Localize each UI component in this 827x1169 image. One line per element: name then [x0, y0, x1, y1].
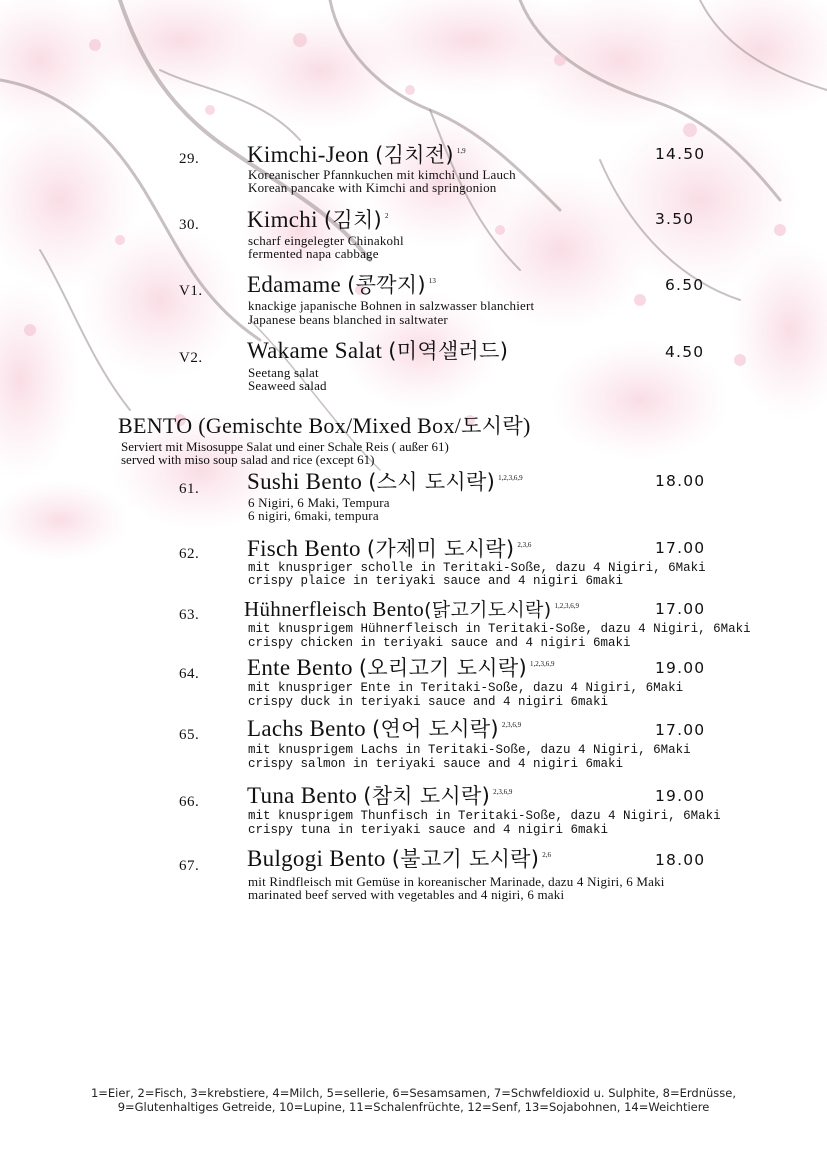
item-price: 17.00: [655, 721, 706, 739]
item-title: [247, 652, 554, 682]
item-allergens: 2,3,6,9: [501, 721, 522, 730]
section-title-rest: (Gemischte Box/Mixed Box/: [198, 413, 462, 438]
item-korean-name: (연어 도시락): [371, 717, 499, 741]
item-description-de: mit knusprigem Hühnerfleisch in Teritaki-Soße, dazu 4 Nigiri, 6Maki: [248, 622, 751, 636]
item-name: Kimchi: [247, 207, 318, 232]
allergen-legend-line-1: 1=Eier, 2=Fisch, 3=krebstiere, 4=Milch, 5=sellerie, 6=Sesamsamen, 7=Schwfeldioxid u. Sulphite, 8=Erdnüsse,: [90, 1086, 737, 1100]
item-name: Bulgogi Bento: [247, 846, 386, 871]
allergen-legend-line-2: 9=Glutenhaltiges Getreide, 10=Lupine, 11=Schalenfrüchte, 12=Senf, 13=Sojabohnen, 14=Weichtiere: [117, 1100, 710, 1114]
item-description-de: mit knuspriger scholle in Teritaki-Soße, dazu 4 Nigiri, 6Maki: [248, 561, 706, 575]
item-description-de: knackige japanische Bohnen in salzwasser blanchiert: [248, 298, 535, 313]
item-name: Fisch Bento: [247, 536, 361, 561]
allergen-legend: [0, 1086, 827, 1114]
item-description-en: crispy chicken in teriyaki sauce and 4 nigiri 6maki: [248, 636, 631, 650]
item-korean-name: (닭고기도시락): [424, 599, 552, 621]
item-price: 6.50: [665, 276, 705, 294]
item-allergens: 2: [385, 212, 389, 221]
item-title: [247, 713, 521, 743]
section-title-main: BENTO: [118, 413, 193, 438]
item-description-de: mit knusprigem Lachs in Teritaki-Soße, dazu 4 Nigiri, 6Maki: [248, 743, 691, 757]
item-description-de: Koreanischer Pfannkuchen mit kimchi und Lauch: [248, 167, 516, 182]
item-price: 19.00: [655, 787, 706, 805]
item-price: 14.50: [655, 145, 706, 163]
item-description-en: Korean pancake with Kimchi and springonion: [248, 180, 497, 195]
item-name: Lachs Bento: [247, 716, 366, 741]
item-korean-name: (가제미 도시락): [366, 537, 515, 561]
item-description-en: fermented napa cabbage: [248, 246, 379, 261]
item-name: Kimchi-Jeon: [247, 142, 370, 167]
item-description-en: Seaweed salad: [248, 378, 327, 393]
item-description-de: 6 Nigiri, 6 Maki, Tempura: [248, 495, 390, 510]
item-korean-name: (미역샐러드): [388, 339, 509, 363]
section-title-close: ): [522, 413, 531, 438]
item-title: [244, 595, 579, 622]
item-title: [247, 466, 523, 496]
item-name: Tuna Bento: [247, 783, 358, 808]
item-number: 66.: [179, 794, 200, 810]
item-description-en: crispy salmon in teriyaki sauce and 4 nigiri 6maki: [248, 757, 624, 771]
item-number: 65.: [179, 727, 200, 743]
item-price: 17.00: [655, 600, 706, 618]
item-korean-name: (김치전): [375, 143, 454, 167]
item-description-en: crispy tuna in teriyaki sauce and 4 nigiri 6maki: [248, 823, 609, 837]
item-title: [247, 335, 508, 365]
item-number: 30.: [179, 217, 200, 233]
item-description-en: crispy duck in teriyaki sauce and 4 nigiri 6maki: [248, 695, 609, 709]
item-korean-name: (김치): [323, 208, 383, 232]
item-allergens: 13: [428, 277, 436, 286]
item-title: [247, 204, 389, 234]
item-name: Sushi Bento: [247, 469, 363, 494]
item-korean-name: (오리고기 도시락): [358, 656, 527, 680]
bento-section-header: [118, 410, 531, 466]
item-number: V1.: [179, 283, 203, 299]
item-name: Wakame Salat: [247, 338, 383, 363]
item-price: 4.50: [665, 343, 705, 361]
item-description-de: Seetang salat: [248, 365, 319, 380]
item-price: 18.00: [655, 472, 706, 490]
item-price: 18.00: [655, 851, 706, 869]
item-number: 63.: [179, 607, 200, 623]
item-description-en: 6 nigiri, 6maki, tempura: [248, 508, 379, 523]
item-description-de: scharf eingelegter Chinakohl: [248, 233, 404, 248]
section-title-korean: 도시락: [461, 414, 523, 438]
item-price: 17.00: [655, 539, 706, 557]
item-name: Edamame: [247, 272, 342, 297]
item-number: 29.: [179, 151, 200, 167]
item-title: [247, 843, 551, 873]
item-number: 64.: [179, 666, 200, 682]
item-korean-name: (참치 도시락): [363, 784, 491, 808]
item-description-de: mit knuspriger Ente in Teritaki-Soße, dazu 4 Nigiri, 6Maki: [248, 681, 684, 695]
item-korean-name: (불고기 도시락): [391, 847, 540, 871]
item-number: V2.: [179, 350, 203, 366]
item-korean-name: (스시 도시락): [368, 470, 496, 494]
item-name: Hühnerfleisch Bento: [244, 597, 425, 621]
item-description-de: mit knusprigem Thunfisch in Teritaki-Soße, dazu 4 Nigiri, 6Maki: [248, 809, 721, 823]
item-allergens: 2,3,6,9: [493, 788, 513, 797]
item-number: 67.: [179, 858, 200, 874]
item-korean-name: (콩깍지): [347, 273, 426, 297]
item-title: [247, 780, 512, 810]
item-allergens: 1,2,3,6,9: [498, 474, 523, 483]
item-description-en: crispy plaice in teriyaki sauce and 4 nigiri 6maki: [248, 574, 624, 588]
item-description-en: marinated beef served with vegetables and 4 nigiri, 6 maki: [248, 887, 565, 902]
section-subtitle-de: Serviert mit Misosuppe Salat und einer Schale Reis ( außer 61): [121, 439, 449, 454]
item-description-de: mit Rindfleisch mit Gemüse in koreanischer Marinade, dazu 4 Nigiri, 6 Maki: [248, 874, 665, 889]
item-allergens: 1,2,3,6,9: [554, 602, 579, 610]
item-description-en: Japanese beans blanched in saltwater: [248, 312, 448, 327]
item-number: 62.: [179, 546, 200, 562]
item-title: [247, 533, 531, 563]
item-allergens: 1,9: [456, 147, 466, 156]
item-allergens: 1,2,3,6,9: [529, 660, 555, 669]
item-title: [247, 269, 436, 299]
item-allergens: 2,6: [542, 851, 552, 860]
item-price: 19.00: [655, 659, 706, 677]
section-subtitle-en: served with miso soup salad and rice (except 61): [121, 452, 375, 467]
item-allergens: 2,3,6: [517, 541, 532, 550]
item-price: 3.50: [655, 210, 695, 228]
section-title: [118, 410, 531, 440]
item-number: 61.: [179, 481, 200, 497]
item-title: [247, 139, 466, 169]
item-name: Ente Bento: [247, 655, 353, 680]
